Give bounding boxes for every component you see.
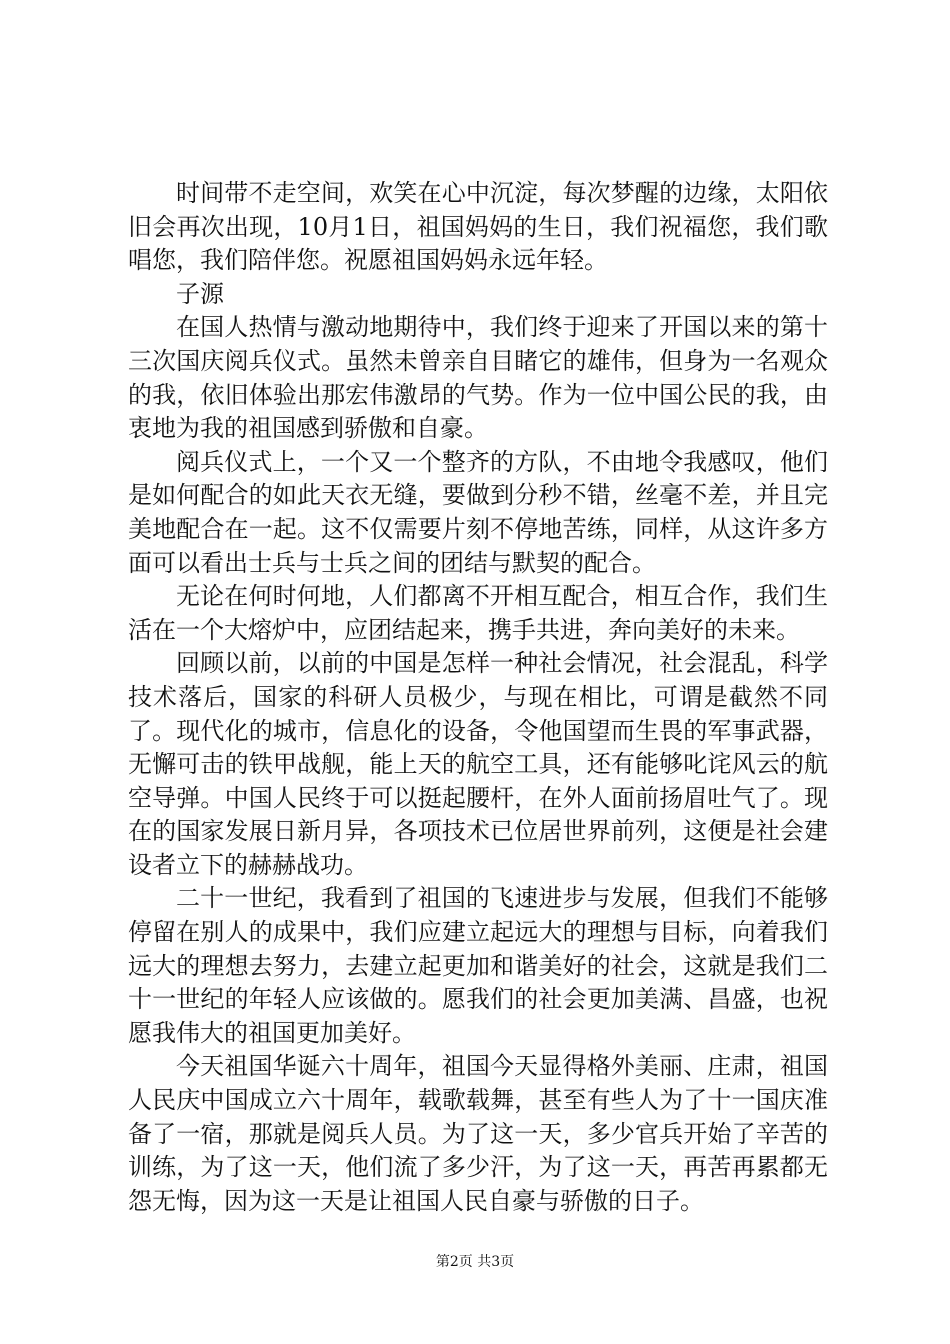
paragraph-cooperation: 无论在何时何地，人们都离不开相互配合，相互合作，我们生活在一个大熔炉中，应团结起来，携手共进，奔向美好的未来。 <box>128 582 828 644</box>
paragraph-parade-intro: 在国人热情与激动地期待中，我们终于迎来了开国以来的第十三次国庆阅兵仪式。虽然未曾亲自目睹它的雄伟，但身为一名观众的我，依旧体验出那宏伟激昂的气势。作为一位中国公民的我，由衷地为我的祖国感到骄傲和自豪。 <box>128 313 828 443</box>
paragraph-twenty-first-century: 二十一世纪，我看到了祖国的飞速进步与发展，但我们不能够停留在别人的成果中，我们应建立起远大的理想与目标，向着我们远大的理想去努力，去建立起更加和谐美好的社会，这就是我们二十一世纪的年轻人应该做的。愿我们的社会更加美满、昌盛，也祝愿我伟大的祖国更加美好。 <box>128 884 828 1047</box>
paragraph-history: 回顾以前，以前的中国是怎样一种社会情况，社会混乱，科学技术落后，国家的科研人员极少，与现在相比，可谓是截然不同了。现代化的城市，信息化的设备，令他国望而生畏的军事武器，无懈可击的铁甲战舰，能上天的航空工具，还有能够叱诧风云的航空导弹。中国人民终于可以挺起腰杆，在外人面前扬眉吐气了。现在的国家发展日新月异，各项技术已位居世界前列，这便是社会建设者立下的赫赫战功。 <box>128 649 828 879</box>
paragraph-sixtieth-anniversary: 今天祖国华诞六十周年，祖国今天显得格外美丽、庄肃，祖国人民庆中国成立六十周年，载歌载舞，甚至有些人为了十一国庆准备了一宿，那就是阅兵人员。为了这一天，多少官兵开始了辛苦的训练，为了这一天，他们流了多少汗，为了这一天，再苦再累都无怨无悔，因为这一天是让祖国人民自豪与骄傲的日子。 <box>128 1052 828 1215</box>
document-body <box>128 177 828 1218</box>
paragraph-blessing: 时间带不走空间，欢笑在心中沉淀，每次梦醒的边缘，太阳依旧会再次出现，10月1日，祖国妈妈的生日，我们祝福您，我们歌唱您，我们陪伴您。祝愿祖国妈妈永远年轻。 <box>128 179 828 275</box>
paragraph-parade-formation: 阅兵仪式上，一个又一个整齐的方队，不由地令我感叹，他们是如何配合的如此天衣无缝，要做到分秒不错，丝毫不差，并且完美地配合在一起。这不仅需要片刻不停地苦练，同样，从这许多方面可以看出士兵与士兵之间的团结与默契的配合。 <box>128 447 828 577</box>
author-name: 子源 <box>176 279 224 308</box>
page-footer: 第2页 共3页 <box>435 1254 515 1270</box>
